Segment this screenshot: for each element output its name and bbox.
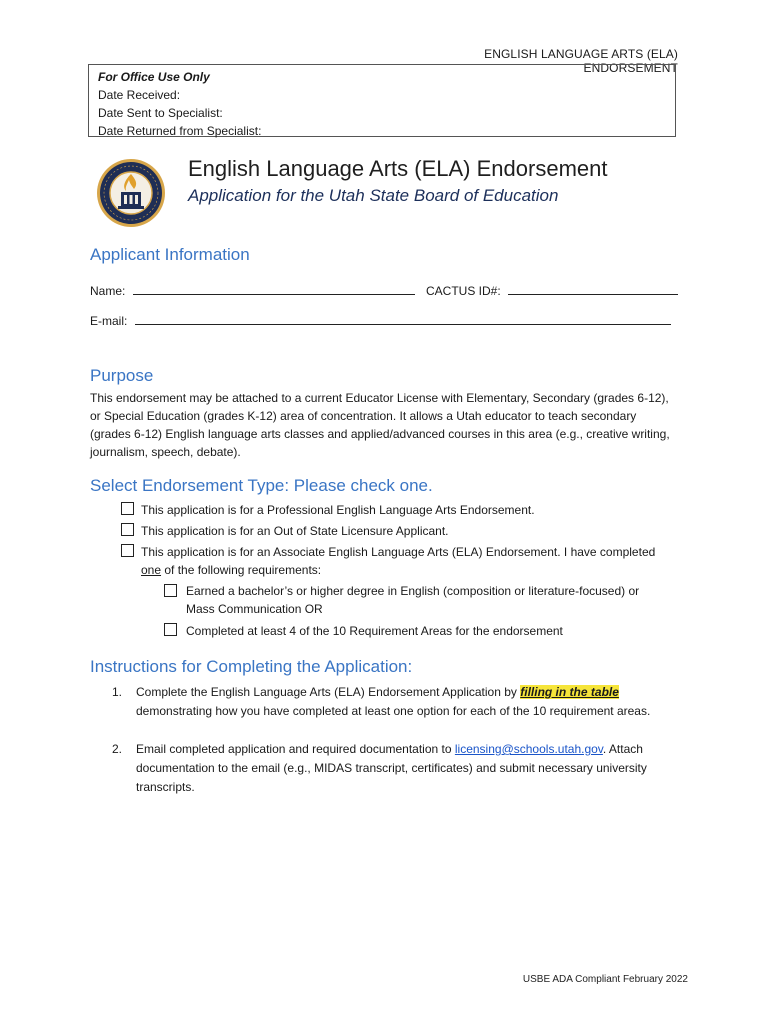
instruction-1-pre: Complete the English Language Arts (ELA) Endorsement Application by	[136, 685, 521, 699]
out-of-state-checkbox[interactable]	[121, 523, 134, 536]
bachelor-degree-label-line2: Mass Communication OR	[186, 602, 323, 616]
instruction-item-2	[112, 740, 687, 800]
cactus-id-label: CACTUS ID#:	[426, 284, 501, 298]
instruction-item-1	[112, 683, 687, 743]
instructions-heading: Instructions for Completing the Application:	[90, 657, 413, 676]
instruction-number-2: 2.	[112, 742, 123, 756]
date-returned-label: Date Returned from Specialist:	[98, 124, 262, 138]
bachelor-degree-label: Earned a bachelor’s or higher degree in English (composition or literature-focused) or	[186, 584, 640, 598]
endorsement-type-heading: Select Endorsement Type: Please check one.	[90, 476, 433, 495]
footer-compliance-note: USBE ADA Compliant February 2022	[522, 974, 688, 985]
one-underlined: one	[141, 563, 162, 577]
instruction-text-2	[136, 740, 676, 797]
requirements-rest: of the following requirements:	[161, 563, 322, 577]
professional-endorsement-label: This application is for a Professional English Language Arts Endorsement.	[141, 503, 535, 517]
associate-endorsement-label: This application is for an Associate English Language Arts (ELA) Endorsement. I have completed	[141, 545, 656, 559]
purpose-heading: Purpose	[90, 366, 154, 385]
cactus-field-row	[426, 283, 678, 298]
filling-in-table-highlight: filling in the table	[520, 685, 619, 699]
name-field-row	[90, 283, 415, 298]
associate-endorsement-checkbox[interactable]	[121, 544, 134, 557]
instruction-2-post: . Attach documentation to the email (e.g., MIDAS transcript, certificates) and submit necessary university transcripts.	[136, 742, 647, 794]
state-board-seal-logo	[96, 158, 166, 228]
office-use-title: For Office Use Only	[98, 70, 210, 84]
purpose-text: This endorsement may be attached to a current Educator License with Elementary, Secondary (grades 6-12), or Special Education (grades K-12) area of concentration. It allows a Utah educator to teach secondary (grades 6-12) English language arts classes and applied/advanced courses in this area (e.g., creative writing, journalism, speech, debate).	[90, 391, 670, 459]
email-field-row	[90, 313, 671, 328]
instruction-2-pre: Email completed application and required documentation to	[136, 742, 455, 756]
page-subtitle: Application for the Utah State Board of Education	[188, 186, 559, 205]
licensing-email-link[interactable]: licensing@schools.utah.gov	[454, 742, 603, 756]
cactus-id-input-line[interactable]	[508, 283, 678, 295]
date-received-label: Date Received:	[98, 88, 181, 102]
email-input-line[interactable]	[135, 313, 671, 325]
bachelor-degree-checkbox[interactable]	[164, 584, 177, 597]
name-input-line[interactable]	[133, 283, 415, 295]
associate-requirements-label	[141, 561, 321, 579]
email-label: E-mail:	[90, 314, 128, 328]
instruction-1-post: demonstrating how you have completed at least one option for each of the 10 requirement areas.	[136, 704, 651, 718]
page-title: English Language Arts (ELA) Endorsement	[188, 156, 608, 181]
instruction-number-1: 1.	[112, 685, 123, 699]
name-label: Name:	[90, 284, 126, 298]
out-of-state-label: This application is for an Out of State Licensure Applicant.	[141, 524, 449, 538]
form-header-title: ENGLISH LANGUAGE ARTS (ELA) ENDORSEMENT	[484, 47, 678, 75]
instruction-text-1	[136, 683, 676, 721]
date-sent-label: Date Sent to Specialist:	[98, 106, 223, 120]
applicant-info-heading: Applicant Information	[90, 245, 250, 264]
requirement-areas-checkbox[interactable]	[164, 623, 177, 636]
requirement-areas-label: Completed at least 4 of the 10 Requirement Areas for the endorsement	[186, 624, 563, 638]
professional-endorsement-checkbox[interactable]	[121, 502, 134, 515]
office-use-box	[88, 64, 676, 137]
